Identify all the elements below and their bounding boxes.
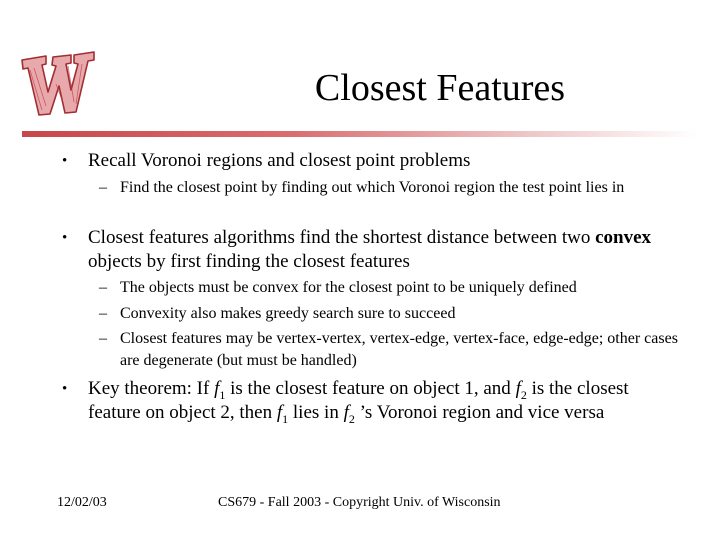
feature-symbol: f <box>214 378 220 399</box>
theorem-text-part: is the closest feature on object 1, and <box>225 378 516 399</box>
bullet-text-post: objects by first finding the closest features <box>88 251 410 272</box>
bullet-text <box>88 226 678 274</box>
bullet-mark: • <box>62 153 68 169</box>
bullet-text-pre: Closest features algorithms find the shortest distance between two <box>88 227 596 248</box>
theorem-text-part: ’s Voronoi region and vice versa <box>354 402 605 423</box>
slide-title: Closest Features <box>314 67 566 109</box>
bullet-mark: • <box>62 230 68 246</box>
feature-symbol: f <box>343 402 349 423</box>
theorem-text-part: is the closest feature on object 2, then <box>88 378 629 423</box>
title-divider <box>22 131 698 137</box>
bullet-text <box>88 377 678 425</box>
theorem-text-part: Key theorem: If <box>88 378 215 399</box>
sub-bullet-mark: – <box>99 305 107 322</box>
feature-symbol: f <box>276 402 283 423</box>
sub-bullet-text: Find the closest point by finding out which Voronoi region the test point lies in <box>120 179 625 196</box>
feature-subscript: 1 <box>219 387 226 402</box>
feature-subscript: 2 <box>348 411 355 426</box>
bullet-text-bold: convex <box>595 227 652 248</box>
theorem-text-part: lies in <box>288 402 344 423</box>
feature-symbol: f <box>515 378 521 399</box>
sub-bullet-mark: – <box>99 330 107 347</box>
feature-subscript: 2 <box>520 387 527 402</box>
wisconsin-w-logo <box>16 44 98 120</box>
bullet-mark: • <box>62 381 68 397</box>
sub-bullet-text: Convexity also makes greedy search sure to succeed <box>120 305 456 322</box>
footer-course: CS679 - Fall 2003 - Copyright Univ. of Wisconsin <box>218 495 501 510</box>
sub-bullet-text: Closest features may be vertex-vertex, vertex-edge, vertex-face, edge-edge; other cases are degenerate (but must be handled) <box>120 330 678 369</box>
sub-bullet-text: The objects must be convex for the closest point to be uniquely defined <box>120 279 577 296</box>
feature-subscript: 1 <box>282 411 289 426</box>
footer-date: 12/02/03 <box>57 495 107 510</box>
sub-bullet-mark: – <box>99 179 107 196</box>
bullet-text: Recall Voronoi regions and closest point problems <box>88 150 471 171</box>
sub-bullet-mark: – <box>99 279 107 296</box>
